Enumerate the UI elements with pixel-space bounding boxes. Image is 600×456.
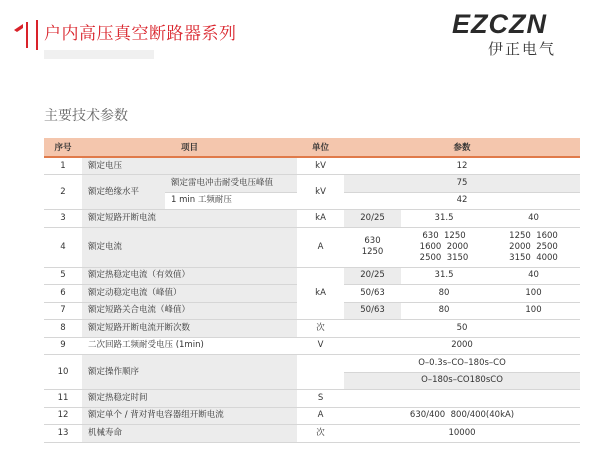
table-row bbox=[44, 320, 580, 338]
current-value: 630 1250 bbox=[422, 230, 466, 241]
col-header-params: 参数 bbox=[344, 138, 580, 157]
cell-value: O–0.3s–CO–180s–CO bbox=[344, 355, 580, 373]
cell-no: 1 bbox=[44, 157, 82, 175]
title-accent-bar bbox=[36, 20, 38, 50]
cell-value-2: 80 bbox=[401, 285, 487, 303]
cell-no: 10 bbox=[44, 355, 82, 390]
page-title: 户内高压真空断路器系列 bbox=[44, 24, 237, 44]
current-value: 2000 2500 bbox=[509, 241, 558, 252]
table-row bbox=[44, 210, 580, 228]
current-value: 3150 4000 bbox=[509, 252, 558, 263]
current-value: 2500 3150 bbox=[419, 252, 469, 263]
current-value: 1250 1600 bbox=[509, 230, 558, 241]
cell-item: 额定电压 bbox=[82, 157, 297, 175]
cell-value-3: 100 bbox=[487, 285, 580, 303]
cell-value: 75 bbox=[344, 175, 580, 193]
cell-item: 额定电流 bbox=[82, 227, 297, 267]
col-header-no: 序号 bbox=[44, 138, 82, 157]
cell-no: 6 bbox=[44, 285, 82, 303]
table-row bbox=[44, 390, 580, 408]
cell-value-2 bbox=[401, 227, 487, 267]
current-value: 630 bbox=[364, 236, 381, 246]
cell-value: 50 bbox=[344, 320, 580, 338]
cell-no: 2 bbox=[44, 175, 82, 210]
logo-wordmark: EZCZN bbox=[452, 9, 547, 39]
cell-unit: A bbox=[297, 227, 344, 267]
cell-unit: 次 bbox=[297, 425, 344, 443]
spec-table bbox=[44, 138, 580, 443]
table-row bbox=[44, 355, 580, 373]
cell-subitem: 1 min 工频耐压 bbox=[165, 192, 297, 210]
cell-value: 12 bbox=[344, 157, 580, 175]
cell-no: 4 bbox=[44, 227, 82, 267]
cell-value: 10000 bbox=[344, 425, 580, 443]
cell-unit: A bbox=[297, 407, 344, 425]
cell-item: 额定短路关合电流（峰值） bbox=[82, 302, 297, 320]
table-row bbox=[44, 175, 580, 193]
current-value: 1250 bbox=[361, 247, 384, 257]
cell-no: 3 bbox=[44, 210, 82, 228]
table-header-row bbox=[44, 138, 580, 157]
cell-no: 9 bbox=[44, 337, 82, 355]
cell-value-2: 31.5 bbox=[401, 210, 487, 228]
cell-item: 额定操作顺序 bbox=[82, 355, 297, 390]
cell-value: 2000 bbox=[344, 337, 580, 355]
logo-chinese-name: 伊正电气 bbox=[488, 40, 557, 58]
subtitle-placeholder bbox=[44, 50, 154, 59]
cell-value-1: 20/25 bbox=[344, 210, 401, 228]
cell-no: 8 bbox=[44, 320, 82, 338]
cell-subitem: 额定雷电冲击耐受电压峰值 bbox=[165, 175, 297, 193]
table-row bbox=[44, 267, 580, 285]
cell-unit: 次 bbox=[297, 320, 344, 338]
cell-item: 额定热稳定电流（有效值） bbox=[82, 267, 297, 285]
cell-item: 额定短路开断电流开断次数 bbox=[82, 320, 297, 338]
cell-unit: V bbox=[297, 337, 344, 355]
cell-unit bbox=[297, 355, 344, 390]
table-row bbox=[44, 157, 580, 175]
cell-value-3: 40 bbox=[487, 267, 580, 285]
table-row bbox=[44, 337, 580, 355]
cell-no: 5 bbox=[44, 267, 82, 285]
cell-value-1 bbox=[344, 227, 401, 267]
cell-unit: kV bbox=[297, 157, 344, 175]
cell-value-3: 40 bbox=[487, 210, 580, 228]
cell-unit: kA bbox=[297, 267, 344, 320]
col-header-item: 项目 bbox=[82, 138, 297, 157]
cell-item: 额定单个 / 背对背电容器组开断电流 bbox=[82, 407, 297, 425]
cell-value-3 bbox=[487, 227, 580, 267]
cell-item: 额定热稳定时间 bbox=[82, 390, 297, 408]
cell-unit: kA bbox=[297, 210, 344, 228]
table-row bbox=[44, 407, 580, 425]
cell-item: 二次回路工频耐受电压 (1min) bbox=[82, 337, 297, 355]
cell-value: O–180s–CO180sCO bbox=[344, 372, 580, 390]
current-value: 1600 2000 bbox=[419, 241, 469, 252]
corner-mark-icon bbox=[13, 22, 35, 52]
table-row bbox=[44, 425, 580, 443]
cell-item: 额定动稳定电流（峰值） bbox=[82, 285, 297, 303]
cell-no: 13 bbox=[44, 425, 82, 443]
cell-no: 7 bbox=[44, 302, 82, 320]
table-row bbox=[44, 227, 580, 267]
cell-value-1: 50/63 bbox=[344, 302, 401, 320]
cell-value: 630/400 800/400(40kA) bbox=[344, 407, 580, 425]
cell-value: 42 bbox=[344, 192, 580, 210]
cell-item: 额定短路开断电流 bbox=[82, 210, 297, 228]
brand-logo bbox=[452, 10, 582, 62]
col-header-unit: 单位 bbox=[297, 138, 344, 157]
cell-no: 12 bbox=[44, 407, 82, 425]
cell-value-1: 50/63 bbox=[344, 285, 401, 303]
cell-value-1: 20/25 bbox=[344, 267, 401, 285]
cell-item: 额定绝缘水平 bbox=[82, 175, 165, 210]
cell-unit: kV bbox=[297, 175, 344, 210]
section-title: 主要技术参数 bbox=[44, 108, 128, 124]
cell-no: 11 bbox=[44, 390, 82, 408]
cell-value-2: 80 bbox=[401, 302, 487, 320]
cell-unit: S bbox=[297, 390, 344, 408]
cell-value-3: 100 bbox=[487, 302, 580, 320]
cell-value bbox=[344, 390, 580, 408]
cell-item: 机械寿命 bbox=[82, 425, 297, 443]
cell-value-2: 31.5 bbox=[401, 267, 487, 285]
